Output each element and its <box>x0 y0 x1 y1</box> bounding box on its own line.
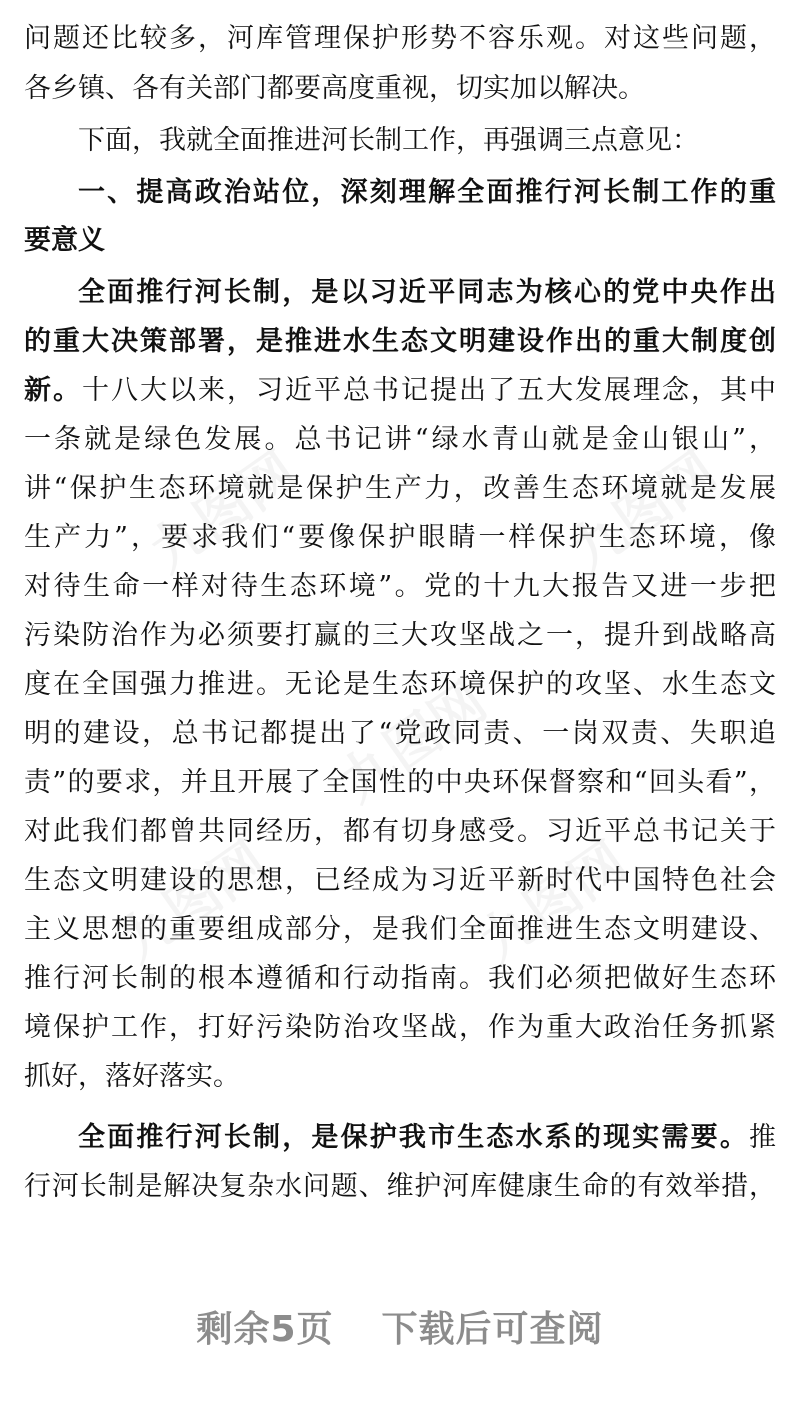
text-line: 下面，我就全面推进河长制工作，再强调三点意见： <box>78 125 699 156</box>
text-line: 一条就是绿色发展。总书记讲“绿水青山就是金山银山”， <box>24 424 776 455</box>
text-line: 污染防治作为必须要打赢的三大攻坚战之一，提升到战略高 <box>24 620 776 651</box>
bold-text: 新。 <box>24 375 82 406</box>
text-line: 问题还比较多，河库管理保护形势不容乐观。对这些问题， <box>24 23 776 54</box>
text-line: 境保护工作，打好污染防治攻坚战，作为重大政治任务抓紧 <box>24 1012 776 1043</box>
bold-text: 全面推行河长制，是保护我市生态水系的现实需要。 <box>78 1122 749 1153</box>
text-line: 抓好，落好落实。 <box>24 1061 240 1092</box>
text-line: 对此我们都曾共同经历，都有切身感受。习近平总书记关于 <box>24 816 776 847</box>
text-line: 对待生命一样对待生态环境”。党的十九大报告又进一步把 <box>24 571 776 602</box>
text-line: 生态文明建设的思想，已经成为习近平新时代中国特色社会 <box>24 865 776 896</box>
normal-text: 推 <box>749 1122 776 1153</box>
text-line: 生产力”，要求我们“要像保护眼睛一样保护生态环境，像 <box>24 522 776 553</box>
section-heading: 一、提高政治站位，深刻理解全面推行河长制工作的重 <box>78 177 776 208</box>
section-heading: 要意义 <box>24 225 105 256</box>
remaining-pages-label: 剩余5页 <box>196 1309 334 1350</box>
text-line: 度在全国强力推进。无论是生态环境保护的攻坚、水生态文 <box>24 669 776 700</box>
bold-text: 的重大决策部署，是推进水生态文明建设作出的重大制度创 <box>24 326 776 357</box>
bold-text: 全面推行河长制，是以习近平同志为核心的党中央作出 <box>78 277 776 308</box>
text-line: 行河长制是解决复杂水问题、维护河库健康生命的有效举措， <box>24 1171 776 1202</box>
text-line: 推行河长制的根本遵循和行动指南。我们必须把做好生态环 <box>24 963 776 994</box>
text-line-bold <box>78 270 776 316</box>
text-line-bold <box>24 319 776 365</box>
text-line: 讲“保护生态环境就是保护生产力，改善生态环境就是发展 <box>24 473 776 504</box>
text-line: 主义思想的重要组成部分，是我们全面推进生态文明建设、 <box>24 914 776 945</box>
download-banner[interactable] <box>0 1300 800 1360</box>
text-line: 各乡镇、各有关部门都要高度重视，切实加以解决。 <box>24 73 645 104</box>
download-hint-label: 下载后可查阅 <box>381 1309 604 1350</box>
text-line: 明的建设，总书记都提出了“党政同责、一岗双责、失职追 <box>24 718 776 749</box>
normal-text: 十八大以来，习近平总书记提出了五大发展理念，其中 <box>82 375 776 406</box>
text-line: 责”的要求，并且开展了全国性的中央环保督察和“回头看”， <box>24 767 776 798</box>
text-line-mixed <box>24 368 776 414</box>
text-line-mixed <box>78 1115 776 1161</box>
